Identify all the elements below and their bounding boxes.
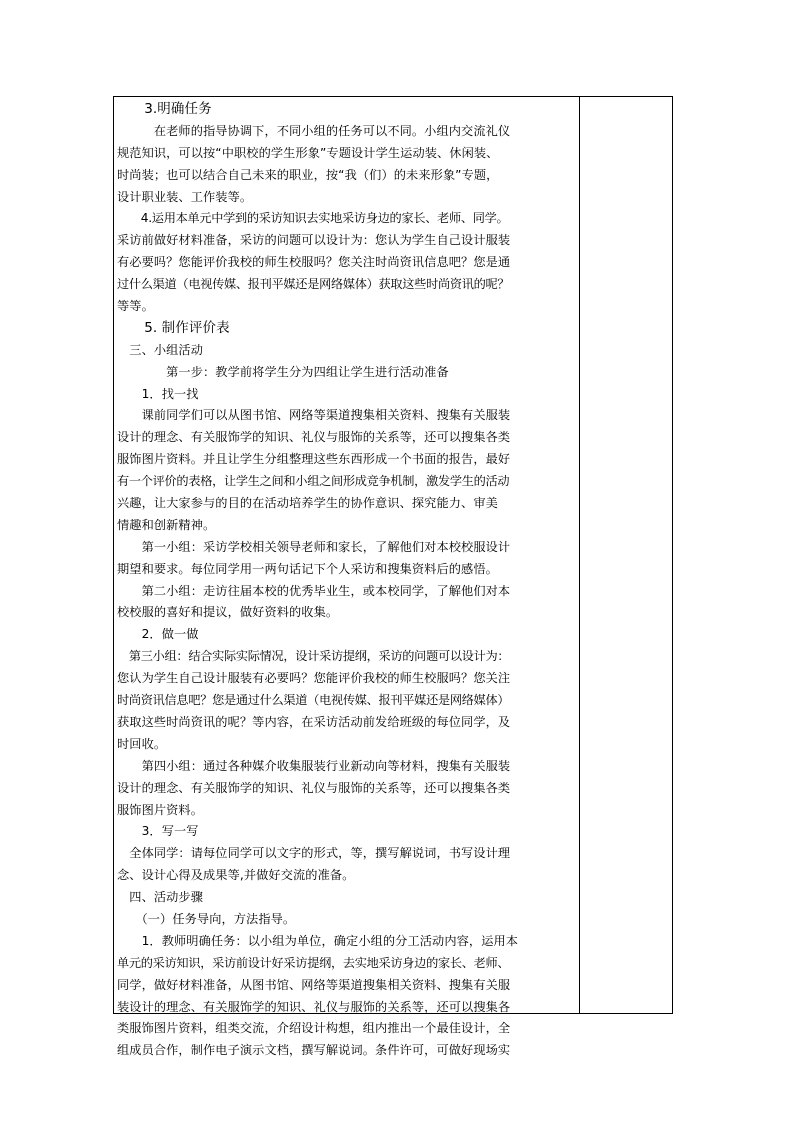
text-line: 等等。 — [117, 299, 154, 314]
subheading-find: 1．找一找 — [117, 386, 199, 401]
text-line: 全体同学：请每位同学可以文字的形式，等，撰写解说词，书写设计理 — [117, 846, 511, 861]
text-line: 在老师的指导协调下，不同小组的任务可以不同。小组内交流礼仪 — [117, 123, 511, 138]
subheading-task-oriented: （一）任务导向，方法指导。 — [117, 911, 296, 926]
text-line: 校校服的喜好和提议，做好资料的收集。 — [117, 605, 339, 620]
text-line: 规范知识，可以按“中职校的学生形象”专题设计学生运动装、休闲装、 — [117, 145, 499, 160]
text-line: 第三小组：结合实际实际情况，设计采访提纲，采访的问题可以设计为： — [117, 649, 510, 664]
text-line: 课前同学们可以从图书馆、网络等渠道搜集相关资料、搜集有关服装 — [117, 408, 511, 423]
text-line: 第四小组：通过各种媒介收集服装行业新动向等材料，搜集有关服装 — [117, 758, 511, 773]
text-line: 类服饰图片资料，组类交流，介绍设计构想，组内推出一个最佳设计，全 — [117, 1021, 511, 1036]
text-line: 第二小组：走访往届本校的优秀毕业生，或本校同学，了解他们对本 — [117, 583, 511, 598]
text-line: 您认为学生自己设计服装有必要吗？您能评价我校的师生校服吗？您关注 — [117, 671, 511, 686]
text-line: 获取这些时尚资讯的呢？等内容，在采访活动前发给班级的每位同学，及 — [117, 714, 511, 729]
text-line: 第一小组：采访学校相关领导老师和家长，了解他们对本校校服设计 — [117, 539, 511, 554]
heading-activity-steps: 四、活动步骤 — [117, 890, 204, 905]
heading-group-activity: 三、小组活动 — [117, 342, 204, 357]
notes-cell — [580, 97, 672, 1013]
text-line: 兴趣，让大家参与的目的在活动培养学生的协作意识、探究能力、审美 — [117, 496, 498, 511]
text-line: 服饰图片资料。并且让学生分组整理这些东西形成一个书面的报告，最好 — [117, 452, 511, 467]
heading-evaluation-form: 5. 制作评价表 — [117, 319, 230, 336]
text-line: 单元的采访知识，采访前设计好采访提纲，去实地采访身边的家长、老师、 — [117, 955, 510, 970]
text-line: 装设计的理念、有关服饰学的知识、礼仪与服饰的关系等，还可以搜集各 — [117, 999, 511, 1014]
text-line: 过什么渠道（电视传媒、报刊平媒还是网络媒体）获取这些时尚资讯的呢？ — [117, 277, 510, 292]
text-line: 念、设计心得及成果等,并做好交流的准备。 — [117, 868, 355, 883]
text-line: 1．教师明确任务：以小组为单位，确定小组的分工活动内容，运用本 — [117, 933, 519, 948]
text-line: 4.运用本单元中学到的采访知识去实地采访身边的家长、老师、同学。 — [117, 211, 509, 226]
main-content-cell — [114, 97, 580, 1058]
heading-clarify-task: 3.明确任务 — [117, 101, 212, 117]
text-line: 时尚资讯信息吧？您是通过什么渠道（电视传媒、报刊平媒还是网络媒体） — [117, 693, 510, 708]
text-line: 情趣和创新精神。 — [117, 517, 216, 532]
text-line: 同学，做好材料准备，从图书馆、网络等渠道搜集相关资料、搜集有关服 — [117, 977, 511, 992]
content-table — [113, 96, 673, 1058]
text-line: 采访前做好材料准备，采访的问题可以设计为：您认为学生自己设计服装 — [117, 233, 511, 248]
text-line: 时尚装；也可以结合自己未来的职业，按“我（们）的未来形象”专题， — [117, 167, 499, 182]
text-line: 期望和要求。每位同学用一两句话记下个人采访和搜集资料后的感悟。 — [117, 561, 498, 576]
text-line: 服饰图片资料。 — [117, 802, 204, 817]
text-line: 组成员合作，制作电子演示文档，撰写解说词。条件许可，可做好现场实 — [117, 1043, 511, 1058]
text-line: 时回收。 — [117, 736, 167, 751]
text-line: 有必要吗？您能评价我校的师生校服吗？您关注时尚资讯信息吧？您是通 — [117, 255, 511, 270]
text-line: 第一步：教学前将学生分为四组让学生进行活动准备 — [117, 364, 449, 379]
text-line: 设计的理念、有关服饰学的知识、礼仪与服饰的关系等，还可以搜集各类 — [117, 780, 511, 795]
subheading-write: 3．写一写 — [117, 824, 199, 839]
text-line: 设计职业装、工作装等。 — [117, 189, 253, 204]
text-line: 设计的理念、有关服饰学的知识、礼仪与服饰的关系等，还可以搜集各类 — [117, 430, 511, 445]
subheading-do: 2．做一做 — [117, 627, 199, 642]
text-line: 有一个评价的表格，让学生之间和小组之间形成竞争机制，激发学生的活动 — [117, 474, 510, 489]
